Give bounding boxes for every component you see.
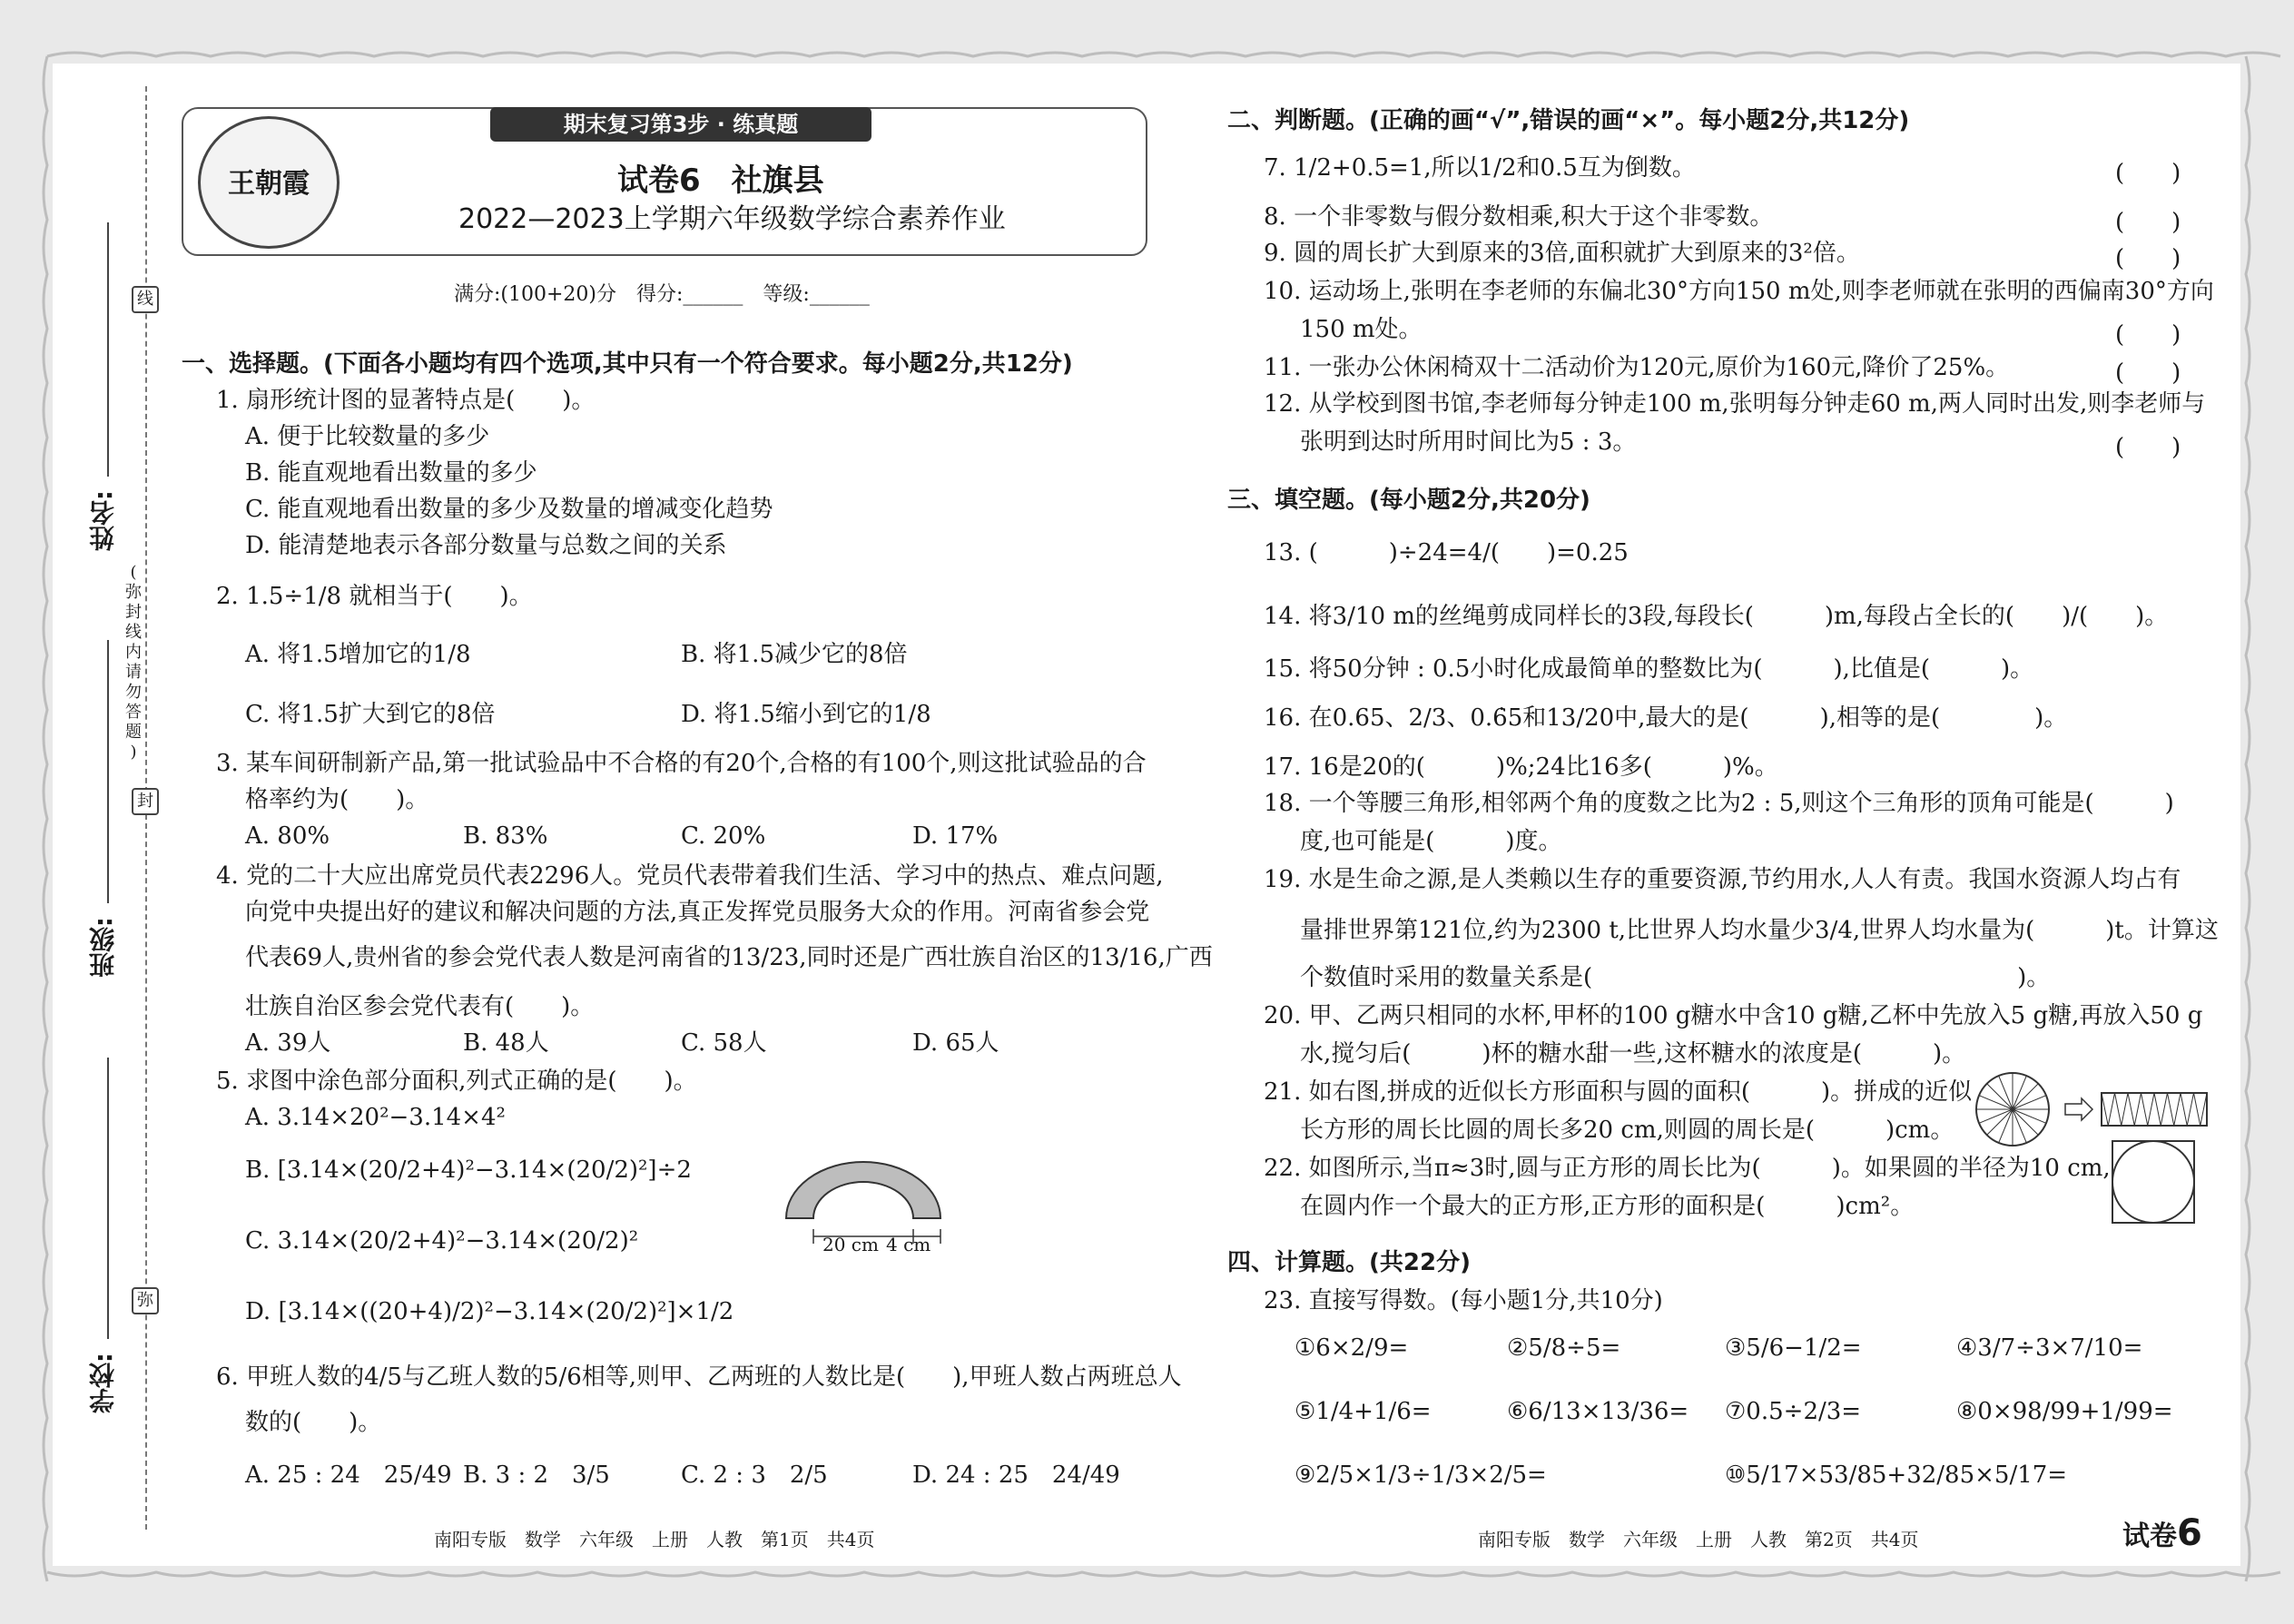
seal-note: ( 弥 封 线 内 请 勿 答 题 ) bbox=[125, 563, 142, 762]
q6-option-d[interactable]: D. 24 : 25 24/49 bbox=[912, 1462, 1120, 1489]
q14: 14. 将3/10 m的丝绳剪成同样长的3段,每段长( )m,每段占全长的( )/( )。 bbox=[1264, 603, 2169, 630]
logo-text: 王朝霞 bbox=[228, 168, 310, 200]
brand-logo bbox=[198, 116, 340, 249]
paper-subtitle: 2022—2023上学期六年级数学综合素养作业 bbox=[458, 203, 1006, 235]
section4-title: 四、计算题。(共22分) bbox=[1227, 1249, 1471, 1276]
q19-line2: 量排世界第121位,约为2300 t,比世界人均水量少3/4,世界人均水量为( )t。计算这 bbox=[1300, 917, 2219, 944]
calc-7[interactable]: ⑦0.5÷2/3= bbox=[1725, 1398, 1862, 1425]
calc-5[interactable]: ⑤1/4+1/6= bbox=[1295, 1398, 1432, 1425]
q5-option-d[interactable]: D. [3.14×((20+4)/2)²−3.14×(20/2)²]×1/2 bbox=[245, 1298, 734, 1325]
calc-2[interactable]: ②5/8÷5= bbox=[1507, 1334, 1621, 1362]
q6-line1: 6. 甲班人数的4/5与乙班人数的5/6相等,则甲、乙两班的人数比是( ),甲班人数占两班总人 bbox=[216, 1363, 1182, 1391]
circle-in-square-figure bbox=[2112, 1140, 2195, 1224]
q4-option-c[interactable]: C. 58人 bbox=[681, 1029, 767, 1057]
q7: 7. 1/2+0.5=1,所以1/2和0.5互为倒数。 bbox=[1264, 154, 1696, 182]
q1-option-a[interactable]: A. 便于比较数量的多少 bbox=[245, 423, 490, 450]
answer-slot-q7[interactable]: ( ) bbox=[2115, 160, 2181, 187]
seal-mark-seal: 封 bbox=[132, 788, 159, 815]
q16: 16. 在0.65、2/3、0.6̇5和13/20中,最大的是( ),相等的是( )。 bbox=[1264, 704, 2068, 732]
q4-option-a[interactable]: A. 39人 bbox=[245, 1029, 331, 1057]
q13: 13. ( )÷24=4/( )=0.25 bbox=[1264, 539, 1629, 566]
calc-4[interactable]: ④3/7÷3×7/10= bbox=[1956, 1334, 2143, 1362]
paper-label: 试卷 bbox=[2122, 1521, 2177, 1552]
q1-option-d[interactable]: D. 能清楚地表示各部分数量与总数之间的关系 bbox=[245, 532, 727, 559]
name-field[interactable] bbox=[107, 222, 109, 477]
q22-line2: 在圆内作一个最大的正方形,正方形的面积是( )cm²。 bbox=[1300, 1193, 1915, 1220]
q12-line2: 张明到达时所用时间比为5 : 3。 bbox=[1300, 428, 1637, 456]
q6-option-c[interactable]: C. 2 : 3 2/5 bbox=[681, 1462, 828, 1489]
q5-option-a[interactable]: A. 3.14×20²−3.14×4² bbox=[245, 1104, 506, 1131]
q19-line1: 19. 水是生命之源,是人类赖以生存的重要资源,节约用水,人人有责。我国水资源人均占有 bbox=[1264, 866, 2181, 893]
q2-option-c[interactable]: C. 将1.5扩大到它的8倍 bbox=[245, 701, 496, 728]
q2-option-a[interactable]: A. 将1.5增加它的1/8 bbox=[245, 641, 471, 668]
calc-9[interactable]: ⑨2/5×1/3÷1/3×2/5= bbox=[1295, 1462, 1547, 1489]
calc-3[interactable]: ③5/6−1/2= bbox=[1725, 1334, 1862, 1362]
seal-mark-seal2: 弥 bbox=[132, 1287, 159, 1314]
q3-option-b[interactable]: B. 83% bbox=[463, 822, 548, 850]
paper-title: 试卷6 社旗县 bbox=[617, 162, 824, 199]
paper-number-tag bbox=[2122, 1512, 2202, 1554]
q4-line2: 向党中央提出好的建议和解决问题的方法,真正发挥党员服务大众的作用。河南省参会党 bbox=[245, 899, 1150, 926]
q9: 9. 圆的周长扩大到原来的3倍,面积就扩大到原来的3²倍。 bbox=[1264, 240, 1860, 267]
q2-option-d[interactable]: D. 将1.5缩小到它的1/8 bbox=[681, 701, 931, 728]
calc-8[interactable]: ⑧0×98/99+1/99= bbox=[1956, 1398, 2173, 1425]
q2: 2. 1.5÷1/8 就相当于( )。 bbox=[216, 583, 533, 610]
answer-slot-q9[interactable]: ( ) bbox=[2115, 245, 2181, 272]
answer-slot-q12[interactable]: ( ) bbox=[2115, 434, 2181, 461]
review-banner: 期末复习第3步 · 练真题 bbox=[490, 107, 871, 142]
left-footer: 南阳专版 数学 六年级 上册 人教 第1页 共4页 bbox=[434, 1529, 875, 1550]
q17: 17. 16是20的( )%;24比16多( )%。 bbox=[1264, 753, 1778, 781]
q3-option-a[interactable]: A. 80% bbox=[245, 822, 330, 850]
q5: 5. 求图中涂色部分面积,列式正确的是( )。 bbox=[216, 1068, 697, 1095]
q21-line2: 长方形的周长比圆的周长多20 cm,则圆的周长是( )cm。 bbox=[1300, 1117, 1954, 1144]
q10-line2: 150 m处。 bbox=[1300, 316, 1423, 343]
calc-6[interactable]: ⑥6/13×13/36= bbox=[1507, 1398, 1689, 1425]
q3-line1: 3. 某车间研制新产品,第一批试验品中不合格的有20个,合格的有100个,则这批试验品的合 bbox=[216, 750, 1147, 777]
q4-line1: 4. 党的二十大应出席党员代表2296人。党员代表带着我们生活、学习中的热点、难点问题, bbox=[216, 862, 1164, 890]
q20-line2: 水,搅匀后( )杯的糖水甜一些,这杯糖水的浓度是( )。 bbox=[1300, 1040, 1966, 1068]
q3-option-d[interactable]: D. 17% bbox=[912, 822, 999, 850]
class-field[interactable] bbox=[107, 640, 109, 903]
q12-line1: 12. 从学校到图书馆,李老师每分钟走100 m,张明每分钟走60 m,两人同时出发,则李老师与 bbox=[1264, 390, 2206, 418]
class-label: 班级: bbox=[88, 917, 118, 979]
q20-line1: 20. 甲、乙两只相同的水杯,甲杯的100 g糖水中含10 g糖,乙杯中先放入5 g糖,再放入50 g bbox=[1264, 1002, 2203, 1029]
q23: 23. 直接写得数。(每小题1分,共10分) bbox=[1264, 1287, 1663, 1314]
q1: 1. 扇形统计图的显著特点是( )。 bbox=[216, 387, 596, 414]
q10-line1: 10. 运动场上,张明在李老师的东偏北30°方向150 m处,则李老师就在张明的西偏南30°方向 bbox=[1264, 278, 2214, 305]
q4-line3: 代表69人,贵州省的参会党代表人数是河南省的13/23,同时还是广西壮族自治区的13/16,广西 bbox=[245, 944, 1213, 971]
calc-10[interactable]: ⑩5/17×53/85+32/85×5/17= bbox=[1725, 1462, 2068, 1489]
name-label: 姓名: bbox=[88, 490, 118, 552]
q8: 8. 一个非零数与假分数相乘,积大于这个非零数。 bbox=[1264, 203, 1774, 231]
q11: 11. 一张办公休闲椅双十二活动价为120元,原价为160元,降价了25%。 bbox=[1264, 354, 2010, 381]
figure-label-20cm: 20 cm bbox=[822, 1234, 879, 1255]
q3-option-c[interactable]: C. 20% bbox=[681, 822, 766, 850]
right-footer: 南阳专版 数学 六年级 上册 人教 第2页 共4页 bbox=[1478, 1529, 1919, 1550]
q6-option-b[interactable]: B. 3 : 2 3/5 bbox=[463, 1462, 610, 1489]
calc-1[interactable]: ①6×2/9= bbox=[1295, 1334, 1409, 1362]
q5-option-b[interactable]: B. [3.14×(20/2+4)²−3.14×(20/2)²]÷2 bbox=[245, 1156, 692, 1184]
q15: 15. 将50分钟 : 0.5小时化成最简单的整数比为( ),比值是( )。 bbox=[1264, 655, 2034, 683]
school-field[interactable] bbox=[107, 1058, 109, 1339]
answer-slot-q10[interactable]: ( ) bbox=[2115, 321, 2181, 349]
section1-title: 一、选择题。(下面各小题均有四个选项,其中只有一个符合要求。每小题2分,共12分) bbox=[182, 350, 1073, 378]
section3-title: 三、填空题。(每小题2分,共20分) bbox=[1227, 487, 1590, 514]
figure-label-4cm: 4 cm bbox=[886, 1234, 931, 1255]
q6-option-a[interactable]: A. 25 : 24 25/49 bbox=[245, 1462, 452, 1489]
q4-option-b[interactable]: B. 48人 bbox=[463, 1029, 549, 1057]
q3-line2: 格率约为( )。 bbox=[245, 786, 429, 813]
q22-line1: 22. 如图所示,当π≈3时,圆与正方形的周长比为( )。如果圆的半径为10 cm, bbox=[1264, 1155, 2111, 1182]
school-label: 学校: bbox=[88, 1353, 118, 1414]
q18-line2: 度,也可能是( )度。 bbox=[1300, 828, 1562, 855]
q1-option-b[interactable]: B. 能直观地看出数量的多少 bbox=[245, 459, 537, 487]
q5-option-c[interactable]: C. 3.14×(20/2+4)²−3.14×(20/2)² bbox=[245, 1227, 639, 1255]
q4-option-d[interactable]: D. 65人 bbox=[912, 1029, 999, 1057]
q19-line3: 个数值时采用的数量关系是( )。 bbox=[1300, 964, 2051, 991]
q21-line1: 21. 如右图,拼成的近似长方形面积与圆的面积( )。拼成的近似 bbox=[1264, 1078, 1973, 1106]
paper-number: 6 bbox=[2177, 1512, 2202, 1554]
q4-line4: 壮族自治区参会党代表有( )。 bbox=[245, 993, 595, 1020]
q18-line1: 18. 一个等腰三角形,相邻两个角的度数之比为2 : 5,则这个三角形的顶角可能是( ) bbox=[1264, 790, 2174, 817]
q1-option-c[interactable]: C. 能直观地看出数量的多少及数量的增减变化趋势 bbox=[245, 496, 773, 523]
q2-option-b[interactable]: B. 将1.5减少它的8倍 bbox=[681, 641, 908, 668]
section2-title: 二、判断题。(正确的画“√”,错误的画“×”。每小题2分,共12分) bbox=[1227, 107, 1910, 134]
answer-slot-q8[interactable]: ( ) bbox=[2115, 209, 2181, 236]
answer-slot-q11[interactable]: ( ) bbox=[2115, 359, 2181, 387]
score-line: 满分:(100+20)分 得分:______ 等级:______ bbox=[454, 283, 870, 306]
q6-line2: 数的( )。 bbox=[245, 1409, 382, 1436]
seal-mark-line: 线 bbox=[132, 286, 159, 313]
